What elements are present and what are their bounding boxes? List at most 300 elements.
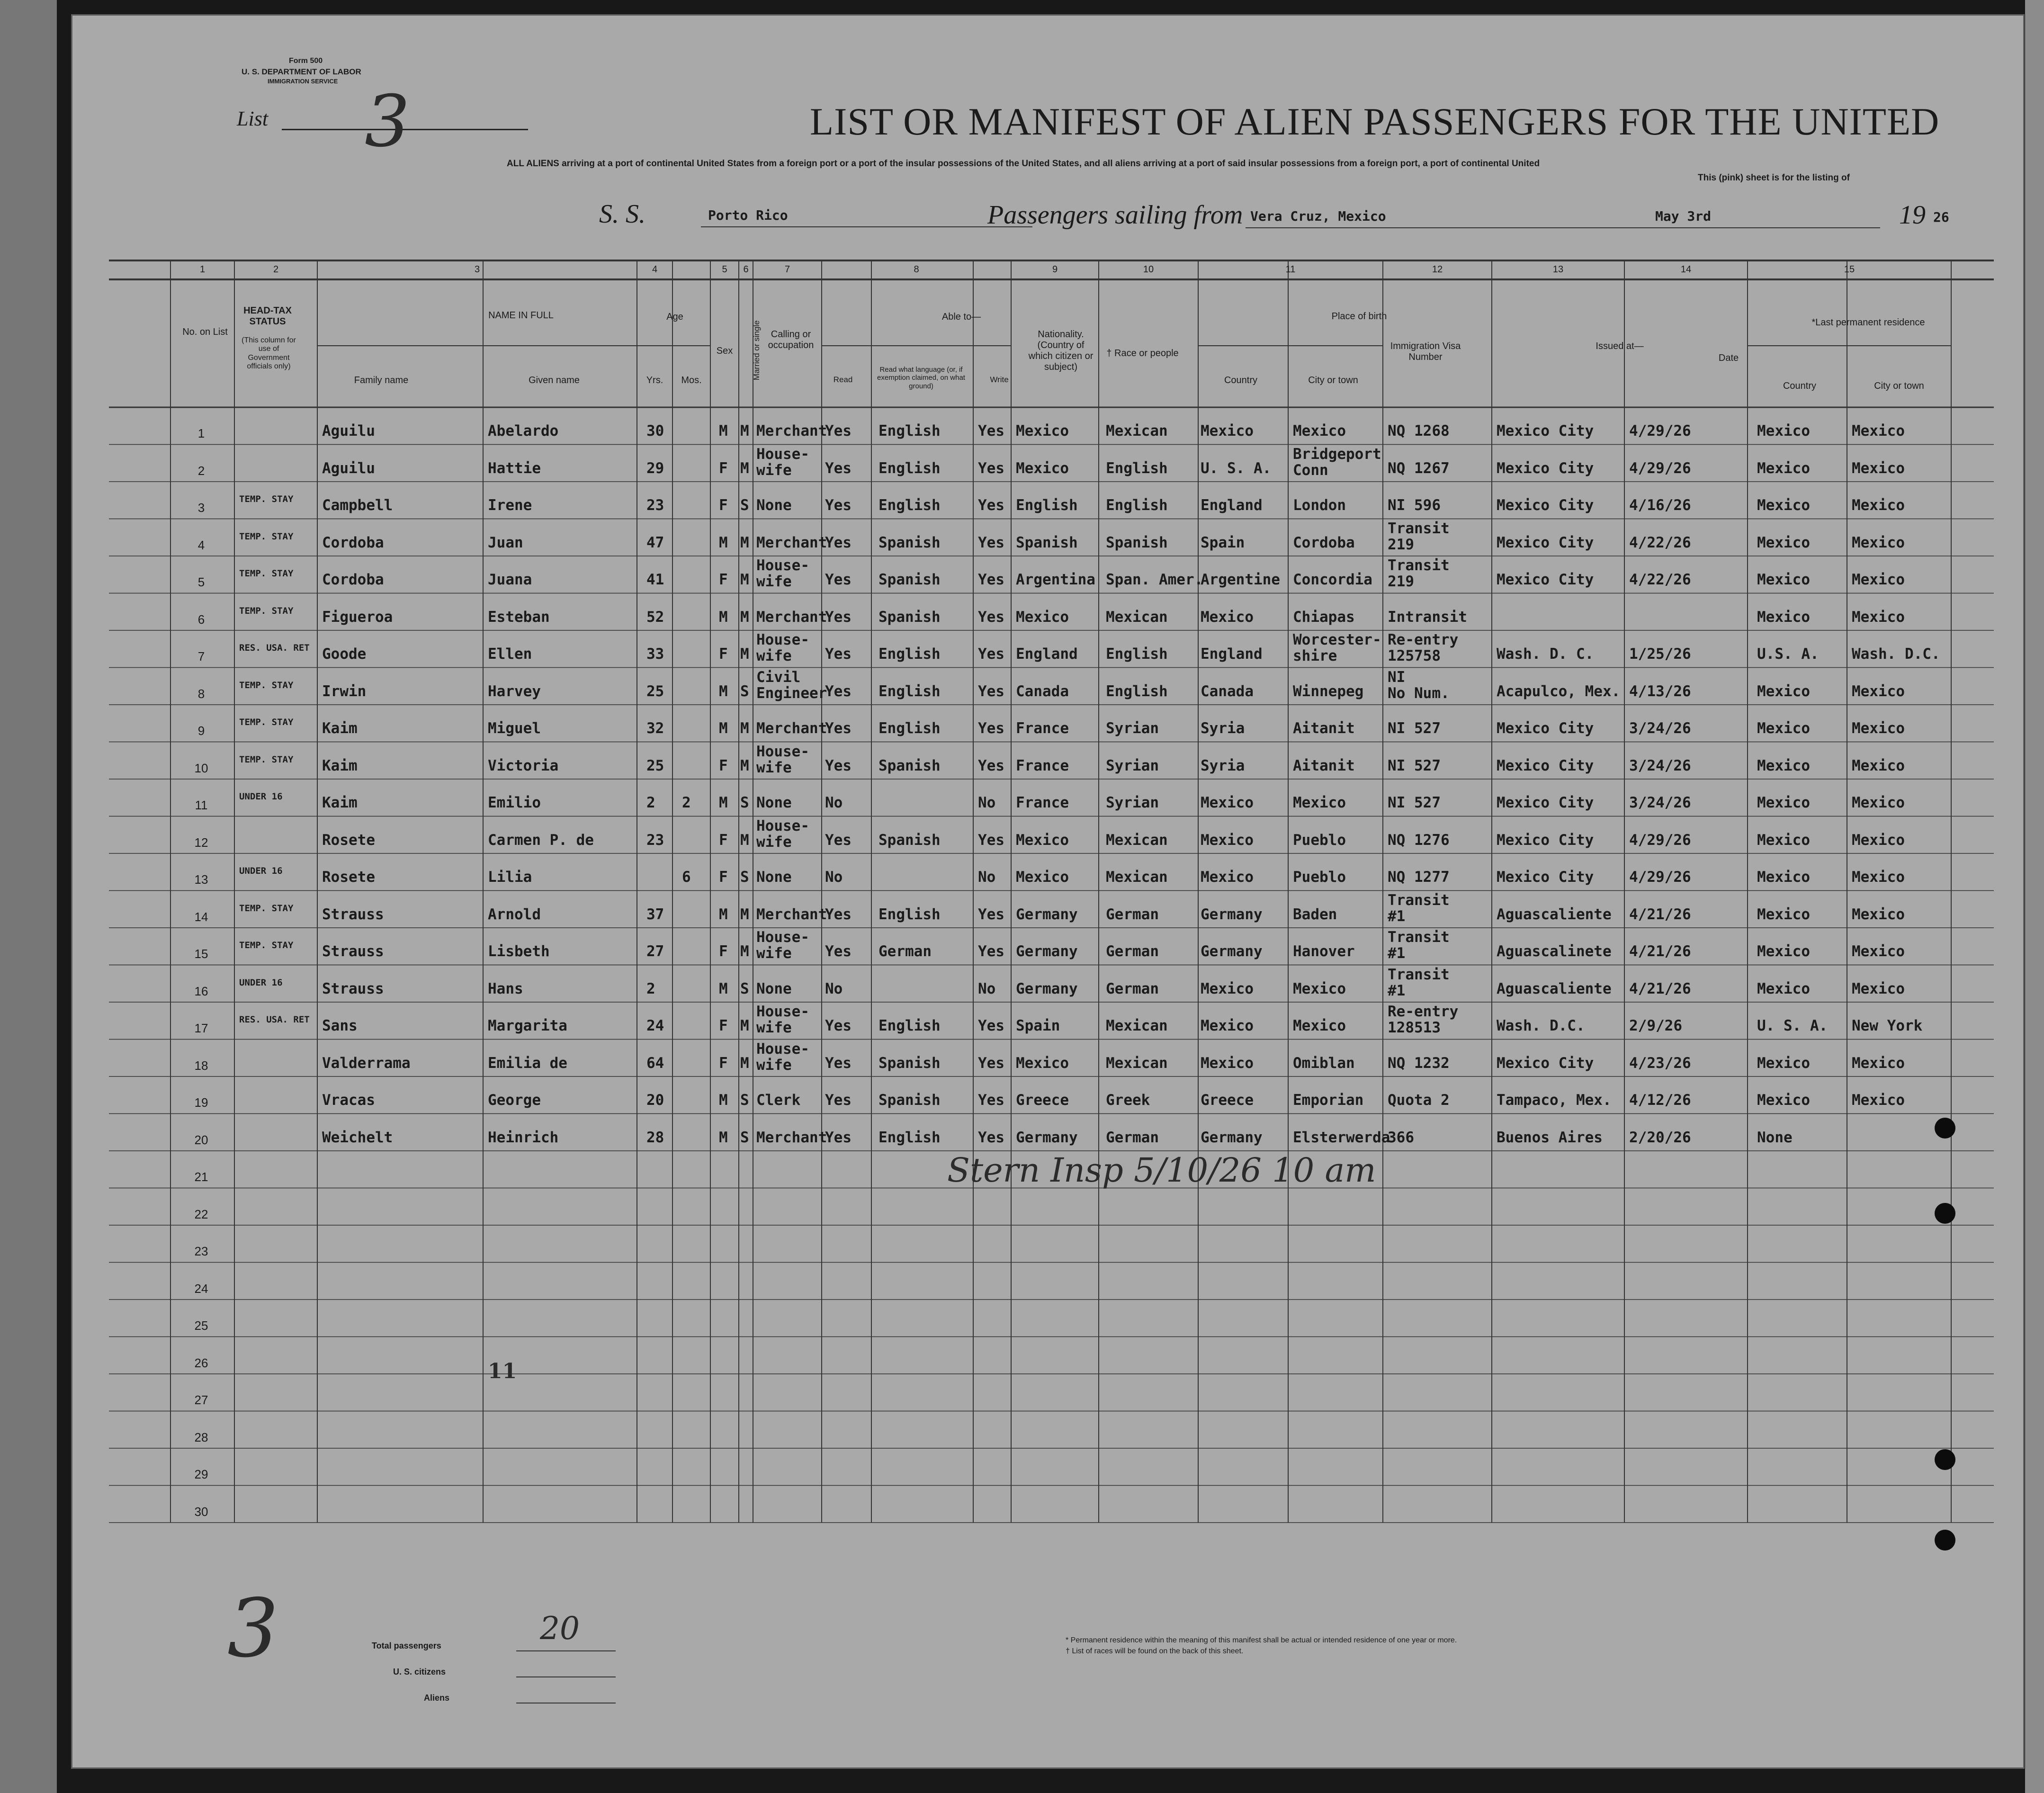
head-tax-status: TEMP. STAY bbox=[239, 754, 294, 765]
read-language: English bbox=[879, 1017, 941, 1034]
nationality: France bbox=[1016, 794, 1069, 811]
sailing-date: May 3rd bbox=[1655, 208, 1712, 224]
read-language: Spanish bbox=[879, 1092, 941, 1109]
read-language: English bbox=[879, 720, 941, 737]
marital-status: M bbox=[740, 459, 749, 477]
birth-country: Argentine bbox=[1201, 571, 1280, 588]
head-tax-status: TEMP. STAY bbox=[239, 940, 294, 950]
marital-status: S bbox=[740, 1129, 749, 1146]
header-issued-at: Issued at— bbox=[1596, 341, 1644, 351]
occupation: Merchant bbox=[756, 422, 827, 439]
birth-city: London bbox=[1293, 497, 1346, 514]
footnote-residence: * Permanent residence within the meaning of this manifest shall be actual or intended residence of one year or more. bbox=[1066, 1636, 1457, 1644]
adjacent-page-edge bbox=[0, 0, 57, 1793]
sex: M bbox=[719, 682, 728, 700]
marital-status: M bbox=[740, 571, 749, 588]
nationality: England bbox=[1016, 645, 1078, 663]
marital-status: S bbox=[740, 869, 749, 886]
header-given-name: Given name bbox=[529, 375, 580, 385]
total-passengers-line bbox=[516, 1650, 616, 1651]
nationality: Spain bbox=[1016, 1017, 1060, 1034]
occupation: House- bbox=[756, 445, 809, 463]
age-years: 23 bbox=[646, 831, 664, 849]
visa-date: 2/9/26 bbox=[1629, 1017, 1682, 1034]
birth-city: Worcester- bbox=[1293, 631, 1381, 648]
us-citizens-label: U. S. citizens bbox=[393, 1667, 446, 1676]
age-months: 6 bbox=[682, 869, 691, 886]
row-number: 30 bbox=[194, 1504, 208, 1519]
birth-city: Elsterwerda bbox=[1293, 1129, 1390, 1146]
header-res-country: Country bbox=[1783, 381, 1817, 391]
given-name: Hattie bbox=[488, 459, 541, 477]
column-number: 15 bbox=[1844, 264, 1855, 275]
row-number: 29 bbox=[194, 1467, 208, 1481]
race: Span. Amer. bbox=[1106, 571, 1203, 588]
residence-city: Mexico bbox=[1852, 608, 1905, 626]
birth-country: Mexico bbox=[1201, 831, 1254, 849]
race: Mexican bbox=[1106, 1017, 1168, 1034]
occupation: Civil bbox=[756, 668, 801, 686]
birth-country: Mexico bbox=[1201, 980, 1254, 997]
age-years: 30 bbox=[646, 422, 664, 439]
head-tax-status: UNDER 16 bbox=[239, 977, 283, 988]
issued-at: Buenos Aires bbox=[1497, 1129, 1603, 1146]
age-years: 23 bbox=[646, 497, 664, 514]
visa-date: 1/25/26 bbox=[1629, 645, 1691, 663]
birth-country: Syria bbox=[1201, 757, 1245, 774]
issued-at: Mexico City bbox=[1497, 794, 1594, 811]
nationality: Argentina bbox=[1016, 571, 1095, 588]
header-name-in-full: NAME IN FULL bbox=[488, 310, 554, 321]
read-language: English bbox=[879, 905, 941, 923]
residence-country: Mexico bbox=[1757, 905, 1810, 923]
can-read: No bbox=[825, 869, 843, 886]
residence-city: Mexico bbox=[1852, 1054, 1905, 1072]
sex: F bbox=[719, 1017, 728, 1034]
header-married-single: Married or single bbox=[752, 320, 762, 381]
column-number: 14 bbox=[1680, 264, 1692, 275]
visa-number-line-2: 125758 bbox=[1388, 647, 1441, 664]
given-name: Emilio bbox=[488, 794, 541, 811]
occupation-line-2: wife bbox=[756, 1056, 792, 1074]
nationality: Germany bbox=[1016, 1129, 1078, 1146]
issued-at: Tampaco, Mex. bbox=[1497, 1092, 1612, 1109]
row-number: 22 bbox=[194, 1207, 208, 1221]
nationality: Germany bbox=[1016, 905, 1078, 923]
age-years: 32 bbox=[646, 720, 664, 737]
occupation: House- bbox=[756, 631, 809, 648]
year-prefix: 19 bbox=[1899, 200, 1926, 230]
adjacent-page-edge-right bbox=[2025, 0, 2044, 1793]
race: Syrian bbox=[1106, 794, 1159, 811]
sailing-port: Vera Cruz, Mexico bbox=[1250, 208, 1386, 224]
nationality: France bbox=[1016, 720, 1069, 737]
header-visa-date: Date bbox=[1718, 353, 1739, 363]
family-name: Campbell bbox=[322, 497, 393, 514]
row-number: 1 bbox=[197, 426, 205, 440]
can-read: Yes bbox=[825, 422, 852, 439]
occupation: Merchant bbox=[756, 905, 827, 923]
family-name: Strauss bbox=[322, 980, 384, 997]
residence-country: Mexico bbox=[1757, 571, 1810, 588]
sex: F bbox=[719, 497, 728, 514]
subtitle-line-2: This (pink) sheet is for the listing of bbox=[1698, 173, 1850, 183]
table-grid bbox=[71, 14, 2025, 1769]
given-name: Margarita bbox=[488, 1017, 567, 1034]
nationality: Mexico bbox=[1016, 1054, 1069, 1072]
family-name: Weichelt bbox=[322, 1129, 393, 1146]
visa-number-line-2: #1 bbox=[1388, 907, 1406, 925]
occupation-line-2: wife bbox=[756, 647, 792, 664]
nationality: Mexico bbox=[1016, 608, 1069, 626]
marital-status: S bbox=[740, 980, 749, 997]
header-race: † Race or people bbox=[1106, 348, 1179, 359]
visa-number-line-2: No Num. bbox=[1388, 684, 1450, 702]
birth-city-line-2: Conn bbox=[1293, 461, 1328, 479]
age-years: 64 bbox=[646, 1054, 664, 1072]
residence-city: Mexico bbox=[1852, 943, 1905, 960]
column-number: 8 bbox=[914, 264, 919, 275]
can-read: Yes bbox=[825, 608, 852, 626]
can-write: Yes bbox=[978, 645, 1004, 663]
visa-date: 4/12/26 bbox=[1629, 1092, 1691, 1109]
row-number: 27 bbox=[194, 1393, 208, 1407]
binder-hole bbox=[1935, 1530, 1955, 1551]
visa-date: 3/24/26 bbox=[1629, 720, 1691, 737]
marital-status: S bbox=[740, 497, 749, 514]
birth-city: Mexico bbox=[1293, 794, 1346, 811]
issued-at: Mexico City bbox=[1497, 571, 1594, 588]
head-tax-status: TEMP. STAY bbox=[239, 494, 294, 504]
given-name: Hans bbox=[488, 980, 523, 997]
header-birth-country: Country bbox=[1224, 375, 1258, 385]
birth-city: Omiblan bbox=[1293, 1054, 1355, 1072]
row-number: 26 bbox=[194, 1355, 208, 1370]
occupation: Merchant bbox=[756, 534, 827, 551]
occupation: Merchant bbox=[756, 720, 827, 737]
residence-city: Mexico bbox=[1852, 831, 1905, 849]
marital-status: M bbox=[740, 608, 749, 626]
subtitle-line-1: ALL ALIENS arriving at a port of continental United States from a foreign port or a port of the insular possessions of the United States, and all aliens arriving at a port of said insular possessions from a foreign port, a port of continental United bbox=[507, 159, 1540, 169]
visa-number: NQ 1232 bbox=[1388, 1054, 1450, 1072]
column-number: 5 bbox=[722, 264, 727, 275]
race: German bbox=[1106, 1129, 1159, 1146]
row-number: 7 bbox=[197, 649, 205, 663]
row-number: 4 bbox=[197, 538, 205, 552]
read-language: English bbox=[879, 682, 941, 700]
birth-city: Baden bbox=[1293, 905, 1337, 923]
can-read: Yes bbox=[825, 571, 852, 588]
residence-country: Mexico bbox=[1757, 1054, 1810, 1072]
marital-status: M bbox=[740, 831, 749, 849]
birth-country: Canada bbox=[1201, 682, 1254, 700]
birth-country: Mexico bbox=[1201, 1054, 1254, 1072]
sex: M bbox=[719, 422, 728, 439]
can-read: Yes bbox=[825, 497, 852, 514]
visa-number-line-2: 219 bbox=[1388, 573, 1414, 590]
marital-status: M bbox=[740, 943, 749, 960]
age-years: 37 bbox=[646, 905, 664, 923]
birth-city: Pueblo bbox=[1293, 869, 1346, 886]
birth-city: Emporian bbox=[1293, 1092, 1364, 1109]
family-name: Cordoba bbox=[322, 571, 384, 588]
head-tax-status: UNDER 16 bbox=[239, 866, 283, 876]
issued-at: Wash. D. C. bbox=[1497, 645, 1594, 663]
can-write: Yes bbox=[978, 459, 1004, 477]
read-language: English bbox=[879, 1129, 941, 1146]
marital-status: M bbox=[740, 757, 749, 774]
race: Mexican bbox=[1106, 831, 1168, 849]
marital-status: S bbox=[740, 794, 749, 811]
given-name: Emilia de bbox=[488, 1054, 567, 1072]
issued-at: Aguascaliente bbox=[1497, 905, 1612, 923]
residence-city: Mexico bbox=[1852, 905, 1905, 923]
read-language: English bbox=[879, 459, 941, 477]
read-language: Spanish bbox=[879, 757, 941, 774]
header-last-residence: *Last permanent residence bbox=[1811, 317, 1925, 328]
family-name: Aguilu bbox=[322, 422, 375, 439]
read-language: Spanish bbox=[879, 831, 941, 849]
residence-country: Mexico bbox=[1757, 943, 1810, 960]
can-read: Yes bbox=[825, 682, 852, 700]
header-sex: Sex bbox=[716, 346, 733, 356]
occupation: House- bbox=[756, 743, 809, 760]
visa-date: 4/29/26 bbox=[1629, 459, 1691, 477]
visa-number: NQ 1276 bbox=[1388, 831, 1450, 849]
visa-date: 4/13/26 bbox=[1629, 682, 1691, 700]
sex: M bbox=[719, 794, 728, 811]
residence-country: Mexico bbox=[1757, 831, 1810, 849]
residence-city: Mexico bbox=[1852, 1092, 1905, 1109]
nationality: Canada bbox=[1016, 682, 1069, 700]
family-name: Kaim bbox=[322, 794, 358, 811]
visa-number: Transit bbox=[1388, 966, 1450, 983]
manifest-title: LIST OR MANIFEST OF ALIEN PASSENGERS FOR THE UNITED bbox=[810, 100, 1940, 143]
occupation: None bbox=[756, 980, 792, 997]
can-read: No bbox=[825, 980, 843, 997]
read-language: Spanish bbox=[879, 571, 941, 588]
birth-city: Bridgeport bbox=[1293, 445, 1381, 463]
visa-number: NQ 1268 bbox=[1388, 422, 1450, 439]
footnote-races: † List of races will be found on the back of this sheet. bbox=[1066, 1647, 1244, 1655]
residence-country: Mexico bbox=[1757, 869, 1810, 886]
age-years: 29 bbox=[646, 459, 664, 477]
nationality: Germany bbox=[1016, 980, 1078, 997]
occupation: House- bbox=[756, 929, 809, 946]
header-no-on-list: No. on List bbox=[182, 327, 228, 337]
head-tax-status: TEMP. STAY bbox=[239, 717, 294, 727]
family-name: Strauss bbox=[322, 943, 384, 960]
sex: F bbox=[719, 869, 728, 886]
header-age: Age bbox=[666, 312, 683, 322]
age-years: 24 bbox=[646, 1017, 664, 1034]
read-language: Spanish bbox=[879, 534, 941, 551]
form-number: Form 500 bbox=[289, 57, 323, 65]
given-name: Carmen P. de bbox=[488, 831, 594, 849]
occupation: House- bbox=[756, 557, 809, 574]
column-number: 3 bbox=[474, 264, 480, 275]
visa-date: 4/29/26 bbox=[1629, 869, 1691, 886]
manifest-sheet bbox=[71, 14, 2025, 1769]
header-read-language: Read what language (or, if exemption claimed, on what ground) bbox=[877, 366, 965, 390]
given-name: Harvey bbox=[488, 682, 541, 700]
read-language: Spanish bbox=[879, 1054, 941, 1072]
given-name: Arnold bbox=[488, 905, 541, 923]
row-number: 6 bbox=[197, 612, 205, 627]
issued-at: Mexico City bbox=[1497, 757, 1594, 774]
given-name: Heinrich bbox=[488, 1129, 559, 1146]
row-number: 20 bbox=[194, 1132, 208, 1147]
birth-city: Cordoba bbox=[1293, 534, 1355, 551]
column-number: 10 bbox=[1143, 264, 1154, 275]
can-read: Yes bbox=[825, 943, 852, 960]
birth-country: Mexico bbox=[1201, 1017, 1254, 1034]
row-number: 13 bbox=[194, 872, 208, 887]
marital-status: S bbox=[740, 682, 749, 700]
issued-at: Mexico City bbox=[1497, 869, 1594, 886]
sex: M bbox=[719, 905, 728, 923]
issued-at: Mexico City bbox=[1497, 831, 1594, 849]
birth-country: Mexico bbox=[1201, 794, 1254, 811]
row-number: 3 bbox=[197, 501, 205, 515]
marital-status: M bbox=[740, 422, 749, 439]
age-years: 20 bbox=[646, 1092, 664, 1109]
nationality: Mexico bbox=[1016, 831, 1069, 849]
can-read: Yes bbox=[825, 831, 852, 849]
family-name: Rosete bbox=[322, 831, 375, 849]
sex: F bbox=[719, 831, 728, 849]
marital-status: M bbox=[740, 645, 749, 663]
birth-country: England bbox=[1201, 645, 1263, 663]
sex: F bbox=[719, 571, 728, 588]
can-read: Yes bbox=[825, 459, 852, 477]
row-number: 25 bbox=[194, 1318, 208, 1333]
race: Spanish bbox=[1106, 534, 1168, 551]
occupation-line-2: wife bbox=[756, 945, 792, 962]
nationality: France bbox=[1016, 757, 1069, 774]
given-name: Juan bbox=[488, 534, 523, 551]
occupation-line-2: wife bbox=[756, 1019, 792, 1036]
birth-country: U. S. A. bbox=[1201, 459, 1272, 477]
family-name: Sans bbox=[322, 1017, 358, 1034]
birth-country: Greece bbox=[1201, 1092, 1254, 1109]
occupation: House- bbox=[756, 1040, 809, 1058]
birth-country: Syria bbox=[1201, 720, 1245, 737]
total-passengers-label: Total passengers bbox=[372, 1641, 441, 1650]
sex: M bbox=[719, 1129, 728, 1146]
issued-at: Mexico City bbox=[1497, 422, 1594, 439]
can-write: No bbox=[978, 980, 996, 997]
age-years: 27 bbox=[646, 943, 664, 960]
row-number: 21 bbox=[194, 1170, 208, 1184]
can-write: Yes bbox=[978, 1092, 1004, 1109]
header-family-name: Family name bbox=[354, 375, 409, 385]
visa-date: 4/22/26 bbox=[1629, 534, 1691, 551]
column-number: 11 bbox=[1285, 264, 1296, 275]
visa-number: Transit bbox=[1388, 929, 1450, 946]
birth-city-line-2: shire bbox=[1293, 647, 1337, 664]
family-name: Valderrama bbox=[322, 1054, 411, 1072]
issued-at: Acapulco, Mex. bbox=[1497, 682, 1621, 700]
can-write: No bbox=[978, 869, 996, 886]
family-name: Vracas bbox=[322, 1092, 375, 1109]
row-number: 10 bbox=[194, 761, 208, 775]
nationality: Mexico bbox=[1016, 422, 1069, 439]
birth-city: Mexico bbox=[1293, 980, 1346, 997]
row-number: 17 bbox=[194, 1021, 208, 1035]
visa-number: NI 527 bbox=[1388, 794, 1441, 811]
head-tax-status: RES. USA. RET bbox=[239, 1014, 310, 1025]
column-number: 4 bbox=[652, 264, 658, 275]
residence-city: Mexico bbox=[1852, 720, 1905, 737]
can-write: Yes bbox=[978, 571, 1004, 588]
occupation-line-2: wife bbox=[756, 461, 792, 479]
birth-city: Aitanit bbox=[1293, 757, 1355, 774]
marital-status: S bbox=[740, 1092, 749, 1109]
visa-number: Transit bbox=[1388, 891, 1450, 909]
column-number: 13 bbox=[1552, 264, 1564, 275]
row-number: 19 bbox=[194, 1095, 208, 1110]
can-read: Yes bbox=[825, 645, 852, 663]
count-mark: 11 bbox=[488, 1359, 517, 1383]
row-number: 15 bbox=[194, 947, 208, 961]
given-name: Irene bbox=[488, 497, 532, 514]
birth-country: Germany bbox=[1201, 905, 1263, 923]
family-name: Rosete bbox=[322, 869, 375, 886]
row-number: 12 bbox=[194, 835, 208, 850]
residence-country: Mexico bbox=[1757, 682, 1810, 700]
race: German bbox=[1106, 980, 1159, 997]
age-years: 25 bbox=[646, 682, 664, 700]
binder-hole bbox=[1935, 1449, 1955, 1470]
row-number: 14 bbox=[194, 909, 208, 924]
age-years: 52 bbox=[646, 608, 664, 626]
race: Mexican bbox=[1106, 608, 1168, 626]
age-years: 33 bbox=[646, 645, 664, 663]
age-years: 2 bbox=[646, 980, 655, 997]
can-write: Yes bbox=[978, 1017, 1004, 1034]
race: Mexican bbox=[1106, 1054, 1168, 1072]
issued-at: Mexico City bbox=[1497, 534, 1594, 551]
family-name: Goode bbox=[322, 645, 367, 663]
row-number: 24 bbox=[194, 1281, 208, 1296]
visa-date: 4/22/26 bbox=[1629, 571, 1691, 588]
issued-at: Aguascalinete bbox=[1497, 943, 1612, 960]
sex: M bbox=[719, 608, 728, 626]
row-number: 8 bbox=[197, 686, 205, 701]
age-years: 47 bbox=[646, 534, 664, 551]
occupation: Merchant bbox=[756, 1129, 827, 1146]
head-tax-status: UNDER 16 bbox=[239, 791, 283, 802]
sex: F bbox=[719, 757, 728, 774]
occupation: Clerk bbox=[756, 1092, 801, 1109]
occupation: House- bbox=[756, 1003, 809, 1020]
head-tax-status: RES. USA. RET bbox=[239, 643, 310, 653]
header-res-city: City or town bbox=[1874, 381, 1924, 391]
header-visa-number: Immigration Visa Number bbox=[1390, 341, 1461, 362]
ship-name: Porto Rico bbox=[708, 207, 788, 223]
residence-country: Mexico bbox=[1757, 757, 1810, 774]
row-number: 16 bbox=[194, 984, 208, 998]
race: Mexican bbox=[1106, 422, 1168, 439]
birth-country: England bbox=[1201, 497, 1263, 514]
residence-city: Mexico bbox=[1852, 869, 1905, 886]
row-number: 23 bbox=[194, 1244, 208, 1258]
column-number: 6 bbox=[743, 264, 749, 275]
header-birth-city: City or town bbox=[1308, 375, 1358, 385]
birth-country: Germany bbox=[1201, 943, 1263, 960]
age-years: 2 bbox=[646, 794, 655, 811]
